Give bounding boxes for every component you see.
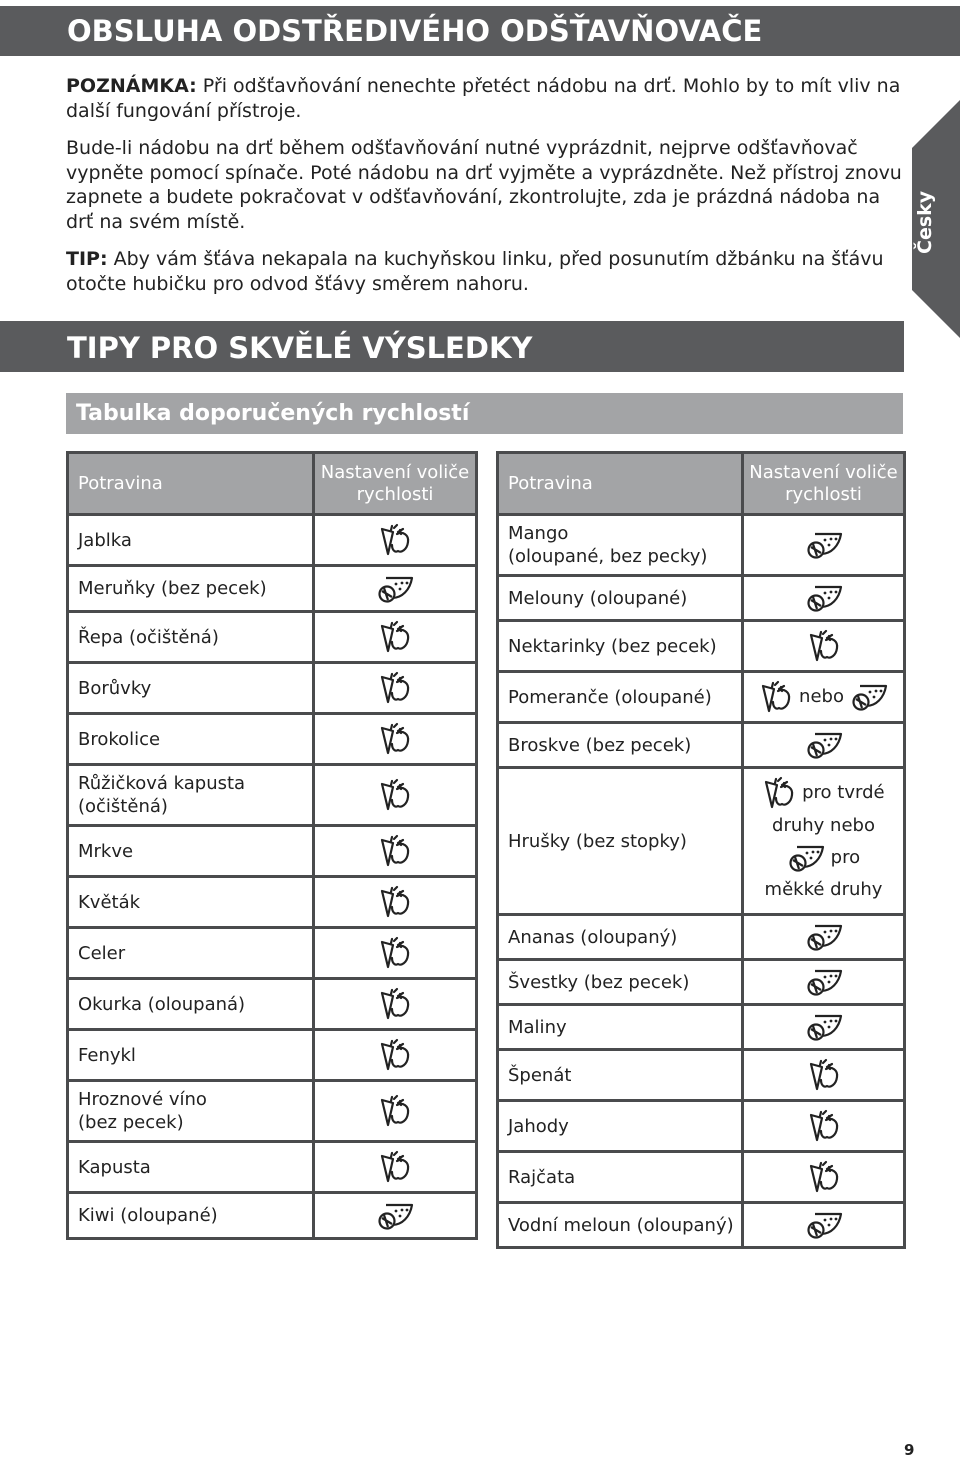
food-cell: Meruňky (bez pecek) — [68, 566, 314, 612]
food-cell: Špenát — [498, 1050, 743, 1101]
watermelon-orange-icon — [805, 1210, 843, 1240]
food-cell: Jablka — [68, 515, 314, 566]
table-row — [498, 1005, 905, 1050]
speed-setting-cell — [314, 1081, 477, 1142]
note-text: Při odšťavňování nenechte přetéct nádobu na drť. Mohlo by to mít vliv na další fungování přístroje. — [66, 75, 901, 122]
food-cell: Růžičková kapusta (očištěná) — [68, 765, 314, 826]
carrot-apple-icon — [378, 936, 412, 970]
setting-note: měkké druhy — [764, 879, 883, 900]
food-cell: Celer — [68, 928, 314, 979]
carrot-apple-icon — [807, 629, 841, 663]
table-row — [498, 723, 905, 768]
watermelon-orange-icon — [850, 682, 888, 712]
table-row — [68, 663, 477, 714]
page-number: 9 — [904, 1441, 915, 1459]
carrot-apple-icon — [378, 671, 412, 705]
setting-note: druhy nebo — [772, 815, 875, 836]
speed-setting-cell — [743, 672, 905, 723]
food-cell: Květák — [68, 877, 314, 928]
carrot-apple-icon — [807, 1058, 841, 1092]
table-row — [498, 1050, 905, 1101]
page-title: OBSLUHA ODSTŘEDIVÉHO ODŠŤAVŇOVAČE — [0, 6, 960, 56]
carrot-apple-icon — [807, 1160, 841, 1194]
table-row — [68, 1142, 477, 1193]
food-cell: Mango (oloupané, bez pecky) — [498, 515, 743, 576]
carrot-apple-icon — [378, 1150, 412, 1184]
speed-setting-cell — [743, 768, 905, 915]
food-cell: Okurka (oloupaná) — [68, 979, 314, 1030]
speed-setting-cell — [743, 1152, 905, 1203]
table-row — [68, 1081, 477, 1142]
tip-label: TIP: — [66, 248, 108, 270]
table-row — [68, 714, 477, 765]
speed-table-left — [66, 451, 478, 1240]
watermelon-orange-icon — [787, 843, 825, 873]
watermelon-orange-icon — [805, 583, 843, 613]
carrot-apple-icon — [762, 776, 796, 810]
setting-note: pro tvrdé — [802, 782, 885, 803]
food-cell: Melouny (oloupané) — [498, 576, 743, 621]
table-row — [68, 1030, 477, 1081]
food-cell: Pomeranče (oloupané) — [498, 672, 743, 723]
speed-setting-cell — [743, 1050, 905, 1101]
table-row — [68, 826, 477, 877]
speed-setting-cell — [314, 765, 477, 826]
table-row — [68, 1193, 477, 1239]
table-row — [498, 915, 905, 960]
tip-paragraph — [66, 247, 902, 296]
carrot-apple-icon — [378, 834, 412, 868]
table-row — [498, 768, 905, 915]
speed-setting-cell — [314, 979, 477, 1030]
carrot-apple-icon — [378, 523, 412, 557]
food-cell: Nektarinky (bez pecek) — [498, 621, 743, 672]
setting-note: pro — [830, 847, 861, 868]
carrot-apple-icon — [378, 722, 412, 756]
speed-setting-cell — [743, 723, 905, 768]
speed-setting-cell — [743, 1005, 905, 1050]
speed-table-right — [496, 451, 906, 1249]
food-cell: Fenykl — [68, 1030, 314, 1081]
speed-setting-cell — [743, 915, 905, 960]
table-row — [498, 672, 905, 723]
carrot-apple-icon — [378, 778, 412, 812]
carrot-apple-icon — [378, 1094, 412, 1128]
speed-setting-cell — [314, 566, 477, 612]
setting-or-text: nebo — [799, 686, 844, 707]
watermelon-orange-icon — [376, 574, 414, 604]
table-row — [68, 765, 477, 826]
table-row — [498, 1101, 905, 1152]
carrot-apple-icon — [378, 987, 412, 1021]
table-row — [68, 928, 477, 979]
column-header-food: Potravina — [68, 453, 314, 515]
tip-text: Aby vám šťáva nekapala na kuchyňskou linku, před posunutím džbánku na šťávu otočte hubičku pro odvod šťávy směrem nahoru. — [66, 248, 884, 295]
food-cell: Broskve (bez pecek) — [498, 723, 743, 768]
food-cell: Kiwi (oloupané) — [68, 1193, 314, 1239]
language-label: Česky — [914, 190, 936, 254]
table-row — [68, 566, 477, 612]
column-header-food: Potravina — [498, 453, 743, 515]
speed-setting-cell — [743, 515, 905, 576]
table-row — [68, 877, 477, 928]
speed-setting-cell — [743, 1203, 905, 1248]
food-cell: Hroznové víno (bez pecek) — [68, 1081, 314, 1142]
watermelon-orange-icon — [805, 1012, 843, 1042]
table-row — [498, 960, 905, 1005]
food-cell: Ananas (oloupaný) — [498, 915, 743, 960]
food-cell: Švestky (bez pecek) — [498, 960, 743, 1005]
speed-setting-cell — [743, 1101, 905, 1152]
note-label: POZNÁMKA: — [66, 75, 197, 97]
section-title: TIPY PRO SKVĚLÉ VÝSLEDKY — [0, 321, 904, 372]
food-cell: Rajčata — [498, 1152, 743, 1203]
food-cell: Maliny — [498, 1005, 743, 1050]
speed-setting-cell — [314, 877, 477, 928]
emptying-paragraph: Bude-li nádobu na drť během odšťavňování nutné vyprázdnit, nejprve odšťavňovač vypněte pomocí spínače. Poté nádobu na drť vyjměte a vyprázdněte. Než přístroj znovu zapnete a budete pokračovat v odšťavňování, zkontrolujte, zda je prázdná nádoba na drť na svém místě. — [66, 137, 902, 233]
food-cell: Jahody — [498, 1101, 743, 1152]
table-row — [498, 576, 905, 621]
speed-setting-cell — [314, 1142, 477, 1193]
watermelon-orange-icon — [805, 730, 843, 760]
carrot-apple-icon — [378, 885, 412, 919]
table-row — [498, 1152, 905, 1203]
food-cell: Borůvky — [68, 663, 314, 714]
speed-setting-cell — [743, 621, 905, 672]
watermelon-orange-icon — [805, 922, 843, 952]
speed-setting-cell — [314, 515, 477, 566]
speed-setting-cell — [743, 576, 905, 621]
table-row — [498, 621, 905, 672]
food-cell: Mrkve — [68, 826, 314, 877]
food-cell: Kapusta — [68, 1142, 314, 1193]
watermelon-orange-icon — [805, 530, 843, 560]
speed-setting-cell — [314, 714, 477, 765]
column-header-setting: Nastavení voliče rychlosti — [314, 453, 477, 515]
table-row — [498, 1203, 905, 1248]
carrot-apple-icon — [759, 680, 793, 714]
column-header-setting: Nastavení voliče rychlosti — [743, 453, 905, 515]
speed-setting-cell — [314, 1193, 477, 1239]
table-row — [68, 612, 477, 663]
table-row — [498, 515, 905, 576]
note-paragraph — [66, 74, 902, 123]
speed-setting-cell — [314, 1030, 477, 1081]
speed-setting-cell — [314, 928, 477, 979]
speed-setting-cell — [314, 612, 477, 663]
table-row — [68, 979, 477, 1030]
subsection-title: Tabulka doporučených rychlostí — [66, 393, 903, 434]
table-row — [68, 515, 477, 566]
food-cell: Hrušky (bez stopky) — [498, 768, 743, 915]
watermelon-orange-icon — [376, 1201, 414, 1231]
speed-setting-cell — [314, 663, 477, 714]
watermelon-orange-icon — [805, 967, 843, 997]
food-cell: Vodní meloun (oloupaný) — [498, 1203, 743, 1248]
speed-setting-cell — [743, 960, 905, 1005]
speed-setting-cell — [314, 826, 477, 877]
carrot-apple-icon — [807, 1109, 841, 1143]
food-cell: Řepa (očištěná) — [68, 612, 314, 663]
carrot-apple-icon — [378, 620, 412, 654]
carrot-apple-icon — [378, 1038, 412, 1072]
food-cell: Brokolice — [68, 714, 314, 765]
